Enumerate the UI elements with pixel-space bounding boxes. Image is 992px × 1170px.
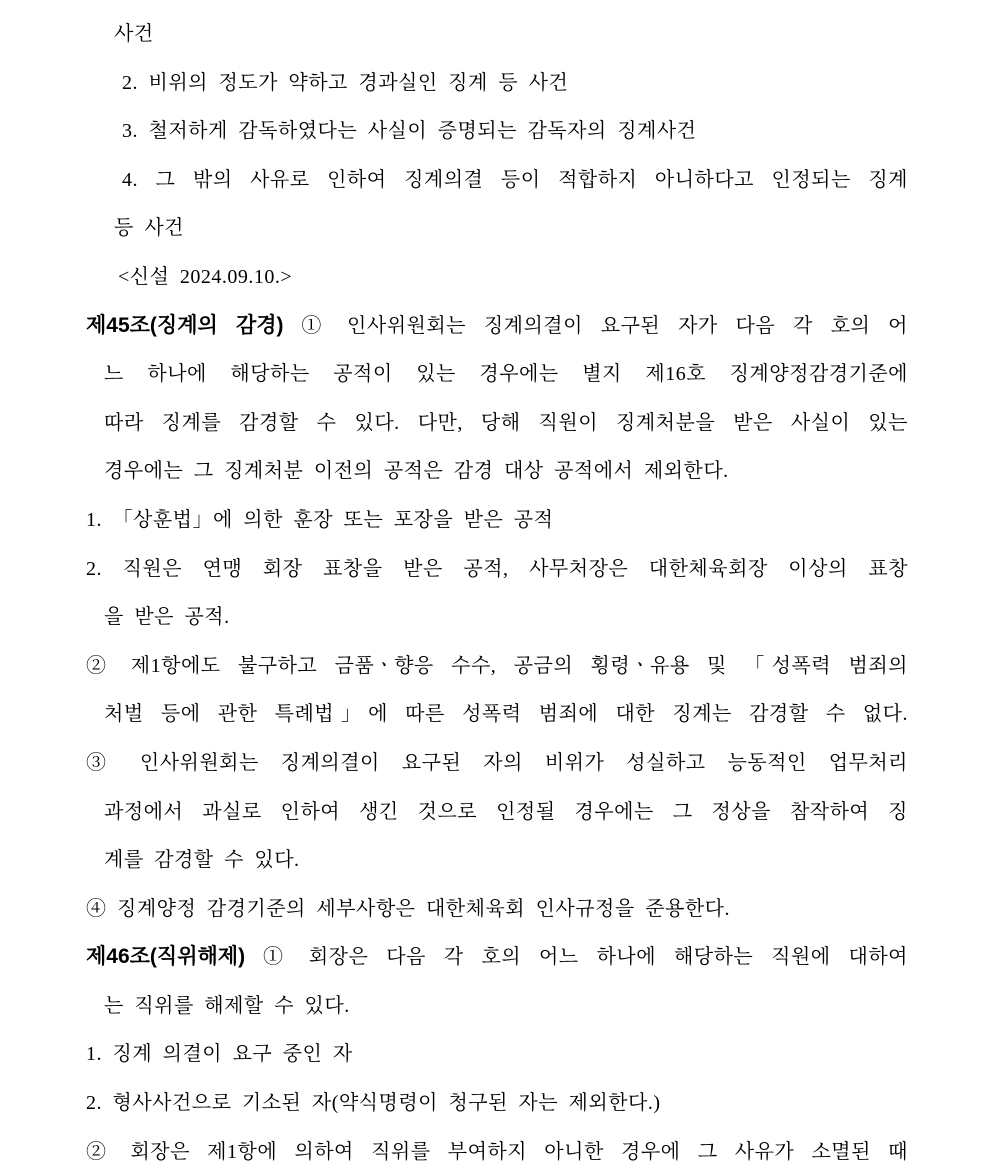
line-text: 2. 직원은 연맹 회장 표창을 받은 공적, 사무처장은 대한체육회장 이상의 표창 bbox=[86, 557, 908, 580]
text-line bbox=[0, 642, 992, 691]
text-line bbox=[0, 253, 992, 302]
line-text: ③ 인사위원회는 징계의결이 요구된 자의 비위가 성실하고 능동적인 업무처리 bbox=[86, 751, 908, 774]
line-text: 1. 징계 의결이 요구 중인 자 bbox=[86, 1043, 353, 1066]
text-line bbox=[0, 885, 992, 934]
line-text: 처벌 등에 관한 특례법」에 따른 성폭력 범죄에 대한 징계는 감경할 수 없다. bbox=[104, 703, 908, 726]
text-line bbox=[0, 399, 992, 448]
article-heading: 제46조(직위해제) bbox=[86, 945, 246, 969]
text-line bbox=[0, 739, 992, 788]
text-line bbox=[0, 156, 992, 205]
line-text: 사건 bbox=[114, 23, 154, 45]
text-line bbox=[0, 690, 992, 739]
line-text: ② 회장은 제1항에 의하여 직위를 부여하지 아니한 경우에 그 사유가 소멸된 때 bbox=[86, 1140, 908, 1163]
text-line bbox=[0, 350, 992, 399]
line-text: <신설 2024.09.10.> bbox=[118, 265, 293, 288]
text-line bbox=[0, 1030, 992, 1079]
line-text: 등 사건 bbox=[114, 217, 184, 240]
text-line bbox=[0, 496, 992, 545]
line-text: ④ 징계양정 감경기준의 세부사항은 대한체육회 인사규정을 준용한다. bbox=[86, 897, 730, 920]
text-line bbox=[0, 1128, 992, 1170]
text-line bbox=[0, 982, 992, 1031]
text-line bbox=[0, 836, 992, 885]
line-text: 4. 그 밖의 사유로 인하여 징계의결 등이 적합하지 아니하다고 인정되는 징계 bbox=[122, 168, 908, 191]
line-text: 2. 형사사건으로 기소된 자(약식명령이 청구된 자는 제외한다.) bbox=[86, 1092, 661, 1115]
text-line bbox=[0, 788, 992, 837]
line-text: 1. 「상훈법」에 의한 훈장 또는 포장을 받은 공적 bbox=[86, 508, 554, 531]
line-text: 느 하나에 해당하는 공적이 있는 경우에는 별지 제16호 징계양정감경기준에 bbox=[104, 363, 908, 386]
text-line bbox=[0, 545, 992, 594]
line-text: 을 받은 공적. bbox=[104, 606, 230, 629]
text-line bbox=[0, 10, 992, 59]
text-line bbox=[0, 302, 992, 351]
line-text: ① 인사위원회는 징계의결이 요구된 자가 다음 각 호의 어 bbox=[301, 314, 908, 337]
text-line bbox=[0, 447, 992, 496]
text-line bbox=[0, 204, 992, 253]
text-line bbox=[0, 593, 992, 642]
text-line bbox=[0, 59, 992, 108]
article-heading: 제45조(징계의 감경) bbox=[86, 313, 284, 337]
text-line bbox=[0, 1079, 992, 1128]
line-text: 계를 감경할 수 있다. bbox=[104, 849, 300, 872]
line-text: ① 회장은 다음 각 호의 어느 하나에 해당하는 직원에 대하여 bbox=[262, 946, 908, 969]
line-text: 경우에는 그 징계처분 이전의 공적은 감경 대상 공적에서 제외한다. bbox=[104, 460, 729, 483]
line-text: ② 제1항에도 불구하고 금품ㆍ향응 수수, 공금의 횡령ㆍ유용 및 「성폭력 범죄의 bbox=[86, 654, 908, 677]
line-text: 는 직위를 해제할 수 있다. bbox=[104, 994, 350, 1017]
line-text: 과정에서 과실로 인하여 생긴 것으로 인정될 경우에는 그 정상을 참작하여 징 bbox=[104, 800, 908, 823]
line-text: 3. 철저하게 감독하였다는 사실이 증명되는 감독자의 징계사건 bbox=[122, 120, 697, 143]
text-line bbox=[0, 107, 992, 156]
text-line bbox=[0, 933, 992, 982]
line-text: 2. 비위의 정도가 약하고 경과실인 징계 등 사건 bbox=[122, 71, 569, 94]
line-text: 따라 징계를 감경할 수 있다. 다만, 당해 직원이 징계처분을 받은 사실이 있는 bbox=[104, 411, 908, 434]
